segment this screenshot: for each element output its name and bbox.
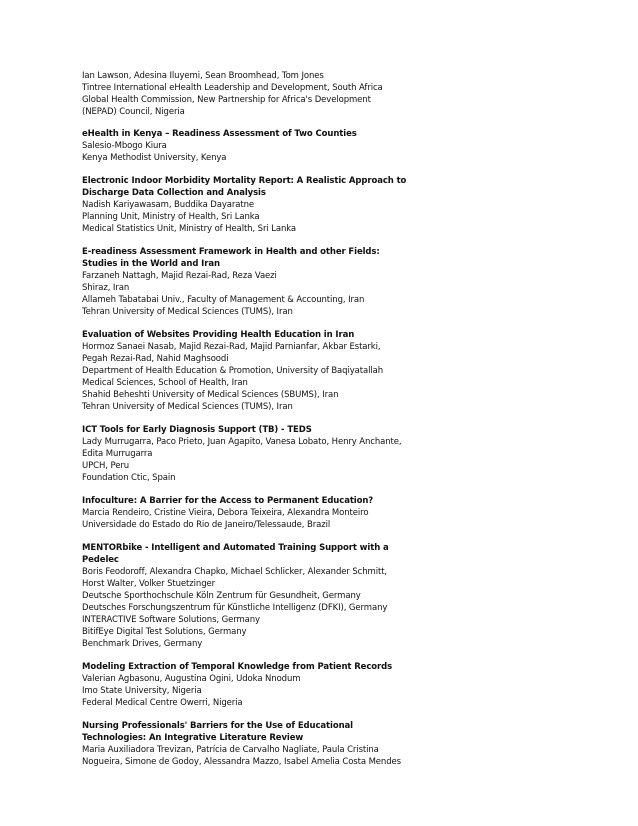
entry-list — [82, 70, 442, 768]
paper-affiliation: INTERACTIVE Software Solutions, Germany — [82, 615, 260, 625]
paper-authors: Nadish Kariyawasam, Buddika Dayaratne — [82, 200, 255, 210]
paper-affiliation: Deutsches Forschungszentrum für Künstliche Intelligenz (DFKI), Germany — [82, 603, 388, 613]
paper-title-line: E-readiness Assessment Framework in Health and other Fields: — [82, 247, 380, 257]
paper-authors: Ian Lawson, Adesina Iluyemi, Sean Broomhead, Tom Jones — [82, 71, 324, 81]
paper-affiliation: Medical Sciences, School of Health, Iran — [82, 378, 248, 388]
paper-affiliation: Tehran University of Medical Sciences (TUMS), Iran — [82, 402, 293, 412]
paper-title-line: Studies in the World and Iran — [82, 259, 220, 269]
paper-affiliation: Benchmark Drives, Germany — [82, 639, 203, 649]
paper-entry — [82, 246, 442, 318]
paper-title-line: Evaluation of Websites Providing Health Education in Iran — [82, 330, 355, 340]
paper-entry — [82, 424, 442, 484]
paper-title-line: Pedelec — [82, 555, 119, 565]
paper-affiliation: (NEPAD) Council, Nigeria — [82, 107, 185, 117]
paper-affiliation: Tintree International eHealth Leadership and Development, South Africa — [82, 83, 383, 93]
paper-entry — [82, 329, 442, 413]
paper-affiliation: Shiraz, Iran — [82, 283, 130, 293]
paper-title-line: Technologies: An Integrative Literature Review — [82, 733, 304, 743]
paper-entry — [82, 128, 442, 164]
paper-affiliation: Allameh Tabatabai Univ., Faculty of Management & Accounting, Iran — [82, 295, 365, 305]
paper-affiliation: Universidade do Estado do Rio de Janeiro/Telessaude, Brazil — [82, 520, 331, 530]
paper-affiliation: Medical Statistics Unit, Ministry of Health, Sri Lanka — [82, 224, 297, 234]
paper-title-line: eHealth in Kenya – Readiness Assessment of Two Counties — [82, 129, 357, 139]
paper-authors: Farzaneh Nattagh, Majid Rezai-Rad, Reza Vaezi — [82, 271, 277, 281]
paper-authors: Hormoz Sanaei Nasab, Majid Rezai-Rad, Majid Parnianfar, Akbar Estarki, — [82, 342, 381, 352]
paper-affiliation: Kenya Methodist University, Kenya — [82, 153, 227, 163]
paper-authors: Maria Auxiliadora Trevizan, Patrícia de Carvalho Nagliate, Paula Cristina — [82, 745, 379, 755]
paper-affiliation: Nogueira, Simone de Godoy, Alessandra Mazzo, Isabel Amelia Costa Mendes — [82, 757, 401, 767]
document-page — [82, 70, 442, 779]
paper-affiliation: Pegah Rezai-Rad, Nahid Maghsoodi — [82, 354, 229, 364]
paper-affiliation: Edita Murrugarra — [82, 449, 153, 459]
paper-affiliation: Department of Health Education & Promotion, University of Baqiyatallah — [82, 366, 384, 376]
paper-title-line: Discharge Data Collection and Analysis — [82, 188, 266, 198]
paper-title-line: ICT Tools for Early Diagnosis Support (TB) - TEDS — [82, 425, 312, 435]
paper-entry — [82, 720, 442, 768]
paper-entry — [82, 175, 442, 235]
paper-title-line: MENTORbike - Intelligent and Automated Training Support with a — [82, 543, 389, 553]
paper-affiliation: BitifEye Digital Test Solutions, Germany — [82, 627, 247, 637]
paper-authors: Boris Feodoroff, Alexandra Chapko, Michael Schlicker, Alexander Schmitt, — [82, 567, 388, 577]
paper-affiliation: Imo State University, Nigeria — [82, 686, 202, 696]
paper-affiliation: Tehran University of Medical Sciences (TUMS), Iran — [82, 307, 293, 317]
paper-title-line: Infoculture: A Barrier for the Access to Permanent Education? — [82, 496, 374, 506]
paper-authors: Salesio-Mbogo Kiura — [82, 141, 167, 151]
paper-entry — [82, 661, 442, 709]
paper-affiliation: Foundation Ctic, Spain — [82, 473, 176, 483]
paper-entry — [82, 542, 442, 650]
paper-affiliation: Federal Medical Centre Owerri, Nigeria — [82, 698, 243, 708]
paper-affiliation: Deutsche Sporthochschule Köln Zentrum für Gesundheit, Germany — [82, 591, 361, 601]
paper-affiliation: UPCH, Peru — [82, 461, 130, 471]
paper-affiliation: Planning Unit, Ministry of Health, Sri Lanka — [82, 212, 260, 222]
paper-authors: Lady Murrugarra, Paco Prieto, Juan Agapito, Vanesa Lobato, Henry Anchante, — [82, 437, 402, 447]
paper-affiliation: Horst Walter, Volker Stuetzinger — [82, 579, 216, 589]
paper-entry — [82, 70, 442, 118]
paper-title-line: Modeling Extraction of Temporal Knowledge from Patient Records — [82, 662, 393, 672]
paper-title-line: Nursing Professionals' Barriers for the Use of Educational — [82, 721, 353, 731]
paper-affiliation: Global Health Commission, New Partnership for Africa's Development — [82, 95, 371, 105]
paper-authors: Marcia Rendeiro, Cristine Vieira, Debora Teixeira, Alexandra Monteiro — [82, 508, 369, 518]
paper-title-line: Electronic Indoor Morbidity Mortality Report: A Realistic Approach to — [82, 176, 407, 186]
paper-authors: Valerian Agbasonu, Augustina Ogini, Udoka Nnodum — [82, 674, 301, 684]
paper-affiliation: Shahid Beheshti University of Medical Sciences (SBUMS), Iran — [82, 390, 339, 400]
paper-entry — [82, 495, 442, 531]
